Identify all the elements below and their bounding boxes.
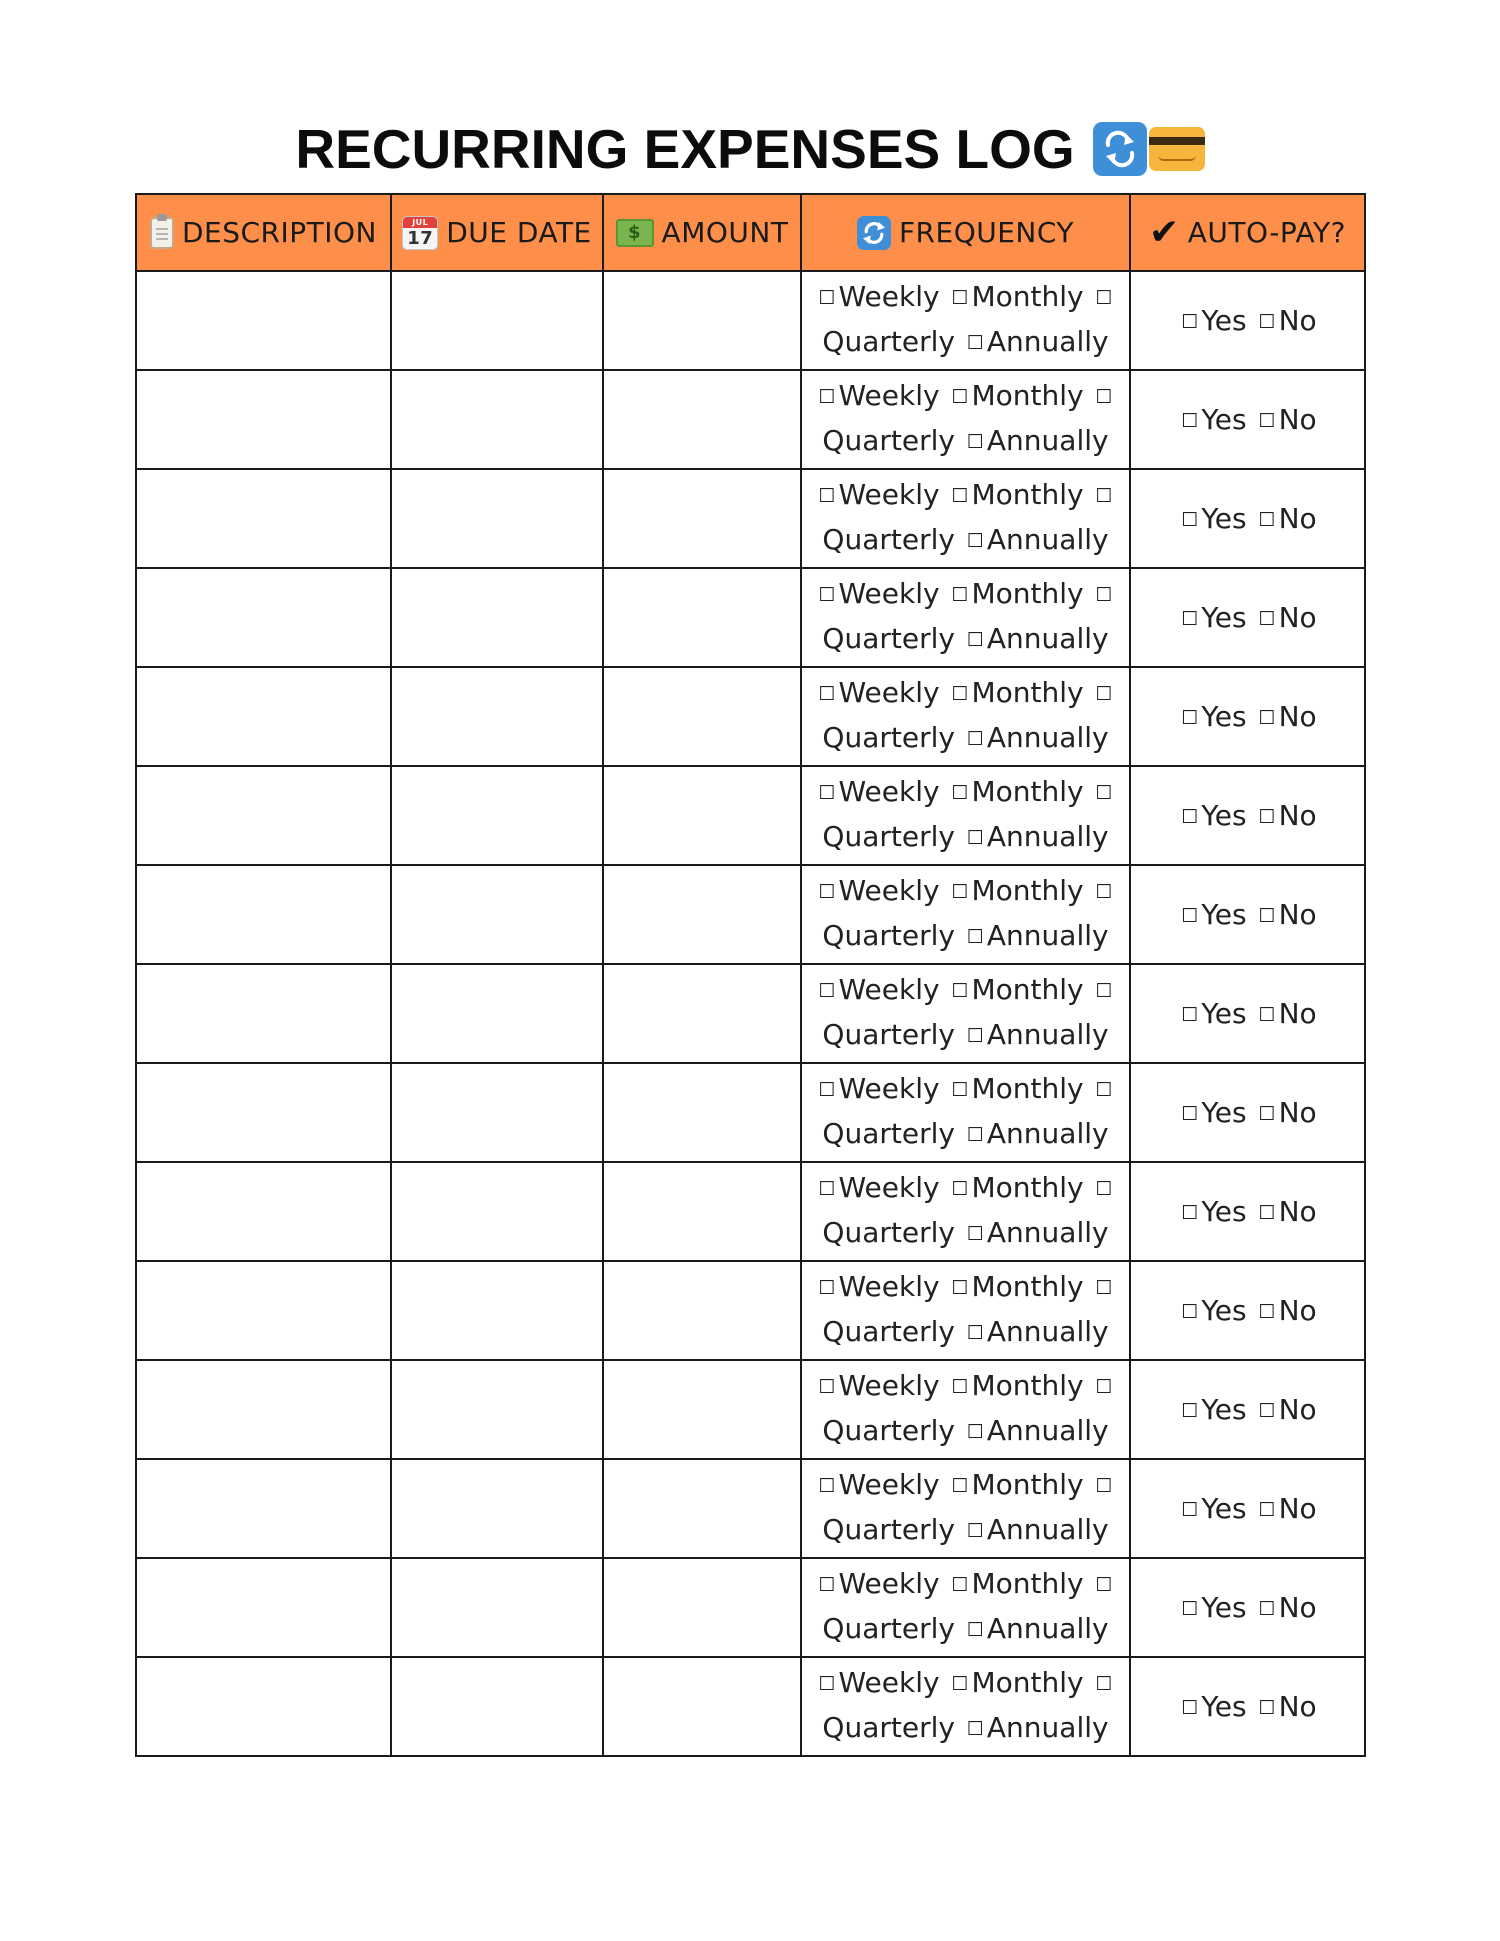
frequency-cell	[801, 964, 1130, 1063]
checkbox-annually[interactable]: ☐	[966, 1222, 984, 1245]
option-label: No	[1278, 1393, 1317, 1426]
checkbox-annually[interactable]: ☐	[966, 1519, 984, 1542]
column-header-description	[136, 194, 391, 271]
option-label: Quarterly	[822, 918, 955, 952]
due-date-cell[interactable]	[391, 667, 603, 766]
checkbox-annually[interactable]: ☐	[966, 430, 984, 453]
option-label: Yes	[1201, 1096, 1247, 1129]
option-label: Annually	[986, 1215, 1109, 1249]
expenses-table	[135, 193, 1366, 1757]
frequency-cell	[801, 370, 1130, 469]
page-title	[0, 112, 1500, 186]
checkbox-weekly[interactable]: ☐	[818, 1672, 836, 1695]
option-label: Yes	[1201, 1393, 1247, 1426]
amount-cell[interactable]	[603, 469, 801, 568]
description-cell[interactable]	[136, 1063, 391, 1162]
option-label: Annually	[986, 423, 1109, 457]
checkbox-weekly[interactable]: ☐	[818, 880, 836, 903]
option-label: Weekly	[838, 1071, 940, 1105]
amount-cell[interactable]	[603, 1558, 801, 1657]
auto-pay-cell	[1130, 1063, 1365, 1162]
checkbox-yes[interactable]: ☐	[1181, 806, 1199, 828]
column-label: AUTO-PAY?	[1187, 216, 1346, 249]
checkbox-quarterly[interactable]: ☐	[1095, 286, 1113, 309]
checkbox-weekly[interactable]: ☐	[818, 1177, 836, 1200]
checkbox-yes[interactable]: ☐	[1181, 905, 1199, 927]
option-label: Yes	[1201, 700, 1247, 733]
option-label: Monthly	[971, 576, 1084, 610]
checkbox-no[interactable]: ☐	[1258, 1103, 1276, 1125]
option-label: Monthly	[971, 1467, 1084, 1501]
page-title-text: RECURRING EXPENSES LOG	[295, 117, 1075, 180]
auto-pay-cell	[1130, 1261, 1365, 1360]
option-label: No	[1278, 1591, 1317, 1624]
amount-cell[interactable]	[603, 1162, 801, 1261]
auto-pay-cell	[1130, 1657, 1365, 1756]
calendar-icon-day: 17	[407, 227, 434, 249]
due-date-cell[interactable]	[391, 1261, 603, 1360]
checkbox-yes[interactable]: ☐	[1181, 1598, 1199, 1620]
option-label: Annually	[986, 324, 1109, 358]
option-label: Annually	[986, 1611, 1109, 1645]
checkbox-yes[interactable]: ☐	[1181, 707, 1199, 729]
option-label: Yes	[1201, 997, 1247, 1030]
option-label: Annually	[986, 1413, 1109, 1447]
option-label: Annually	[986, 522, 1109, 556]
option-label: No	[1278, 898, 1317, 931]
checkbox-monthly[interactable]: ☐	[951, 1078, 969, 1101]
header-row	[136, 194, 1365, 271]
option-label: No	[1278, 1492, 1317, 1525]
option-label: Quarterly	[822, 1413, 955, 1447]
table-row	[136, 1558, 1365, 1657]
checkbox-no[interactable]: ☐	[1258, 1697, 1276, 1719]
option-label: Monthly	[971, 774, 1084, 808]
option-label: Annually	[986, 720, 1109, 754]
frequency-cell	[801, 1657, 1130, 1756]
checkbox-monthly[interactable]: ☐	[951, 286, 969, 309]
auto-pay-cell	[1130, 964, 1365, 1063]
checkbox-weekly[interactable]: ☐	[818, 286, 836, 309]
checkbox-no[interactable]: ☐	[1258, 1499, 1276, 1521]
table-row	[136, 1063, 1365, 1162]
option-label: Yes	[1201, 403, 1247, 436]
description-cell[interactable]	[136, 865, 391, 964]
frequency-cell	[801, 1261, 1130, 1360]
credit-card-icon	[1149, 127, 1205, 171]
auto-pay-cell	[1130, 1459, 1365, 1558]
amount-cell[interactable]	[603, 370, 801, 469]
option-label: No	[1278, 1690, 1317, 1723]
option-label: No	[1278, 502, 1317, 535]
checkbox-annually[interactable]: ☐	[966, 1123, 984, 1146]
checkbox-yes[interactable]: ☐	[1181, 1103, 1199, 1125]
option-label: Weekly	[838, 675, 940, 709]
option-label: Monthly	[971, 1566, 1084, 1600]
checkbox-yes[interactable]: ☐	[1181, 1499, 1199, 1521]
table-row	[136, 1162, 1365, 1261]
option-label: Yes	[1201, 1591, 1247, 1624]
repeat-icon	[1093, 122, 1147, 176]
checkbox-annually[interactable]: ☐	[966, 727, 984, 750]
due-date-cell[interactable]	[391, 1360, 603, 1459]
option-label: Annually	[986, 918, 1109, 952]
checkbox-quarterly[interactable]: ☐	[1095, 979, 1113, 1002]
checkbox-annually[interactable]: ☐	[966, 1420, 984, 1443]
amount-cell[interactable]	[603, 1459, 801, 1558]
due-date-cell[interactable]	[391, 766, 603, 865]
checkbox-no[interactable]: ☐	[1258, 806, 1276, 828]
option-label: Monthly	[971, 972, 1084, 1006]
option-label: Weekly	[838, 378, 940, 412]
checkbox-no[interactable]: ☐	[1258, 707, 1276, 729]
table-row	[136, 964, 1365, 1063]
checkbox-no[interactable]: ☐	[1258, 410, 1276, 432]
checkbox-quarterly[interactable]: ☐	[1095, 1474, 1113, 1497]
checkbox-quarterly[interactable]: ☐	[1095, 1078, 1113, 1101]
option-label: Yes	[1201, 601, 1247, 634]
auto-pay-cell	[1130, 271, 1365, 370]
frequency-cell	[801, 1558, 1130, 1657]
option-label: Weekly	[838, 1566, 940, 1600]
checkbox-weekly[interactable]: ☐	[818, 1078, 836, 1101]
option-label: Quarterly	[822, 621, 955, 655]
option-label: Quarterly	[822, 1116, 955, 1150]
option-label: Quarterly	[822, 423, 955, 457]
option-label: No	[1278, 1195, 1317, 1228]
option-label: Quarterly	[822, 819, 955, 853]
option-label: Yes	[1201, 1492, 1247, 1525]
checkbox-monthly[interactable]: ☐	[951, 682, 969, 705]
description-cell[interactable]	[136, 766, 391, 865]
checkbox-annually[interactable]: ☐	[966, 1024, 984, 1047]
checkbox-weekly[interactable]: ☐	[818, 385, 836, 408]
description-cell[interactable]	[136, 1360, 391, 1459]
checkbox-quarterly[interactable]: ☐	[1095, 484, 1113, 507]
auto-pay-cell	[1130, 766, 1365, 865]
auto-pay-cell	[1130, 568, 1365, 667]
checkbox-annually[interactable]: ☐	[966, 331, 984, 354]
check-icon: ✔	[1149, 211, 1180, 253]
option-label: No	[1278, 997, 1317, 1030]
amount-cell[interactable]	[603, 766, 801, 865]
calendar-icon	[402, 216, 438, 250]
option-label: Weekly	[838, 1170, 940, 1204]
table-row	[136, 271, 1365, 370]
checkbox-annually[interactable]: ☐	[966, 1321, 984, 1344]
column-label: DUE DATE	[446, 216, 592, 249]
due-date-cell[interactable]	[391, 865, 603, 964]
option-label: Annually	[986, 819, 1109, 853]
option-label: Annually	[986, 1017, 1109, 1051]
due-date-cell[interactable]	[391, 370, 603, 469]
frequency-cell	[801, 865, 1130, 964]
option-label: Weekly	[838, 279, 940, 313]
title-icons	[1093, 122, 1205, 176]
option-label: Weekly	[838, 873, 940, 907]
checkbox-annually[interactable]: ☐	[966, 1717, 984, 1740]
amount-cell[interactable]	[603, 964, 801, 1063]
frequency-cell	[801, 469, 1130, 568]
table-row	[136, 1360, 1365, 1459]
description-cell[interactable]	[136, 469, 391, 568]
checkbox-no[interactable]: ☐	[1258, 1598, 1276, 1620]
table-row	[136, 766, 1365, 865]
column-label: AMOUNT	[661, 216, 789, 249]
checkbox-monthly[interactable]: ☐	[951, 1573, 969, 1596]
option-label: Weekly	[838, 1665, 940, 1699]
checkbox-no[interactable]: ☐	[1258, 1202, 1276, 1224]
clipboard-icon	[150, 217, 174, 249]
description-cell[interactable]	[136, 1558, 391, 1657]
option-label: Monthly	[971, 873, 1084, 907]
option-label: Annually	[986, 1512, 1109, 1546]
refresh-icon	[857, 216, 891, 250]
checkbox-monthly[interactable]: ☐	[951, 1672, 969, 1695]
option-label: Yes	[1201, 1690, 1247, 1723]
checkbox-annually[interactable]: ☐	[966, 529, 984, 552]
checkbox-monthly[interactable]: ☐	[951, 1177, 969, 1200]
checkbox-quarterly[interactable]: ☐	[1095, 1276, 1113, 1299]
frequency-cell	[801, 568, 1130, 667]
checkbox-no[interactable]: ☐	[1258, 1004, 1276, 1026]
option-label: Monthly	[971, 477, 1084, 511]
option-label: Monthly	[971, 1071, 1084, 1105]
due-date-cell[interactable]	[391, 469, 603, 568]
table-row	[136, 1657, 1365, 1756]
option-label: Annually	[986, 1314, 1109, 1348]
option-label: Monthly	[971, 1368, 1084, 1402]
option-label: Annually	[986, 1710, 1109, 1744]
money-icon	[616, 219, 654, 247]
option-label: Monthly	[971, 675, 1084, 709]
option-label: Yes	[1201, 502, 1247, 535]
column-header-due-date	[391, 194, 603, 271]
checkbox-annually[interactable]: ☐	[966, 826, 984, 849]
table-header	[136, 194, 1365, 271]
option-label: Yes	[1201, 1195, 1247, 1228]
checkbox-yes[interactable]: ☐	[1181, 410, 1199, 432]
auto-pay-cell	[1130, 1558, 1365, 1657]
auto-pay-cell	[1130, 1162, 1365, 1261]
checkbox-weekly[interactable]: ☐	[818, 484, 836, 507]
option-label: Monthly	[971, 378, 1084, 412]
checkbox-monthly[interactable]: ☐	[951, 583, 969, 606]
frequency-cell	[801, 1459, 1130, 1558]
checkbox-no[interactable]: ☐	[1258, 1400, 1276, 1422]
amount-cell[interactable]	[603, 1063, 801, 1162]
checkbox-yes[interactable]: ☐	[1181, 311, 1199, 333]
amount-cell[interactable]	[603, 568, 801, 667]
checkbox-no[interactable]: ☐	[1258, 1301, 1276, 1323]
checkbox-yes[interactable]: ☐	[1181, 1202, 1199, 1224]
due-date-cell[interactable]	[391, 271, 603, 370]
checkbox-monthly[interactable]: ☐	[951, 979, 969, 1002]
checkbox-weekly[interactable]: ☐	[818, 1375, 836, 1398]
amount-cell[interactable]	[603, 1657, 801, 1756]
auto-pay-cell	[1130, 667, 1365, 766]
description-cell[interactable]	[136, 1657, 391, 1756]
table-row	[136, 370, 1365, 469]
due-date-cell[interactable]	[391, 1459, 603, 1558]
option-label: No	[1278, 304, 1317, 337]
checkbox-monthly[interactable]: ☐	[951, 1474, 969, 1497]
table-row	[136, 865, 1365, 964]
column-header-amount	[603, 194, 801, 271]
checkbox-quarterly[interactable]: ☐	[1095, 781, 1113, 804]
option-label: Quarterly	[822, 1017, 955, 1051]
option-label: Annually	[986, 621, 1109, 655]
auto-pay-cell	[1130, 1360, 1365, 1459]
option-label: No	[1278, 403, 1317, 436]
option-label: Quarterly	[822, 522, 955, 556]
description-cell[interactable]	[136, 271, 391, 370]
checkbox-weekly[interactable]: ☐	[818, 682, 836, 705]
option-label: Quarterly	[822, 324, 955, 358]
option-label: Quarterly	[822, 1710, 955, 1744]
amount-cell[interactable]	[603, 865, 801, 964]
table-row	[136, 568, 1365, 667]
amount-cell[interactable]	[603, 271, 801, 370]
checkbox-quarterly[interactable]: ☐	[1095, 1177, 1113, 1200]
option-label: No	[1278, 1294, 1317, 1327]
option-label: Weekly	[838, 774, 940, 808]
checkbox-no[interactable]: ☐	[1258, 311, 1276, 333]
description-cell[interactable]	[136, 568, 391, 667]
checkbox-quarterly[interactable]: ☐	[1095, 583, 1113, 606]
checkbox-monthly[interactable]: ☐	[951, 484, 969, 507]
option-label: Weekly	[838, 1269, 940, 1303]
checkbox-monthly[interactable]: ☐	[951, 385, 969, 408]
option-label: Weekly	[838, 477, 940, 511]
option-label: Quarterly	[822, 1215, 955, 1249]
option-label: Weekly	[838, 1368, 940, 1402]
column-header-auto-pay	[1130, 194, 1365, 271]
checkbox-monthly[interactable]: ☐	[951, 880, 969, 903]
description-cell[interactable]	[136, 1162, 391, 1261]
checkbox-quarterly[interactable]: ☐	[1095, 1672, 1113, 1695]
amount-cell[interactable]	[603, 1360, 801, 1459]
checkbox-no[interactable]: ☐	[1258, 905, 1276, 927]
table-row	[136, 1459, 1365, 1558]
option-label: Yes	[1201, 799, 1247, 832]
checkbox-annually[interactable]: ☐	[966, 628, 984, 651]
option-label: Monthly	[971, 1170, 1084, 1204]
option-label: Weekly	[838, 1467, 940, 1501]
table-row	[136, 1261, 1365, 1360]
auto-pay-cell	[1130, 370, 1365, 469]
description-cell[interactable]	[136, 1261, 391, 1360]
checkbox-weekly[interactable]: ☐	[818, 1573, 836, 1596]
table-row	[136, 469, 1365, 568]
description-cell[interactable]	[136, 1459, 391, 1558]
checkbox-monthly[interactable]: ☐	[951, 781, 969, 804]
amount-cell[interactable]	[603, 667, 801, 766]
due-date-cell[interactable]	[391, 1558, 603, 1657]
option-label: Quarterly	[822, 1512, 955, 1546]
due-date-cell[interactable]	[391, 1063, 603, 1162]
column-label: DESCRIPTION	[181, 216, 378, 249]
due-date-cell[interactable]	[391, 964, 603, 1063]
option-label: Weekly	[838, 576, 940, 610]
table-body	[136, 271, 1365, 1756]
checkbox-yes[interactable]: ☐	[1181, 608, 1199, 630]
option-label: Yes	[1201, 304, 1247, 337]
checkbox-quarterly[interactable]: ☐	[1095, 1573, 1113, 1596]
checkbox-weekly[interactable]: ☐	[818, 781, 836, 804]
checkbox-weekly[interactable]: ☐	[818, 583, 836, 606]
frequency-cell	[801, 766, 1130, 865]
checkbox-no[interactable]: ☐	[1258, 509, 1276, 531]
option-label: Monthly	[971, 1665, 1084, 1699]
option-label: Quarterly	[822, 720, 955, 754]
option-label: Quarterly	[822, 1611, 955, 1645]
auto-pay-cell	[1130, 865, 1365, 964]
checkbox-quarterly[interactable]: ☐	[1095, 682, 1113, 705]
option-label: Yes	[1201, 898, 1247, 931]
checkbox-yes[interactable]: ☐	[1181, 1004, 1199, 1026]
frequency-cell	[801, 1162, 1130, 1261]
option-label: No	[1278, 1096, 1317, 1129]
checkbox-quarterly[interactable]: ☐	[1095, 1375, 1113, 1398]
checkbox-no[interactable]: ☐	[1258, 608, 1276, 630]
frequency-cell	[801, 1063, 1130, 1162]
frequency-cell	[801, 667, 1130, 766]
checkbox-monthly[interactable]: ☐	[951, 1375, 969, 1398]
option-label: Quarterly	[822, 1314, 955, 1348]
table-row	[136, 667, 1365, 766]
checkbox-quarterly[interactable]: ☐	[1095, 385, 1113, 408]
frequency-cell	[801, 271, 1130, 370]
description-cell[interactable]	[136, 667, 391, 766]
checkbox-yes[interactable]: ☐	[1181, 509, 1199, 531]
checkbox-yes[interactable]: ☐	[1181, 1400, 1199, 1422]
due-date-cell[interactable]	[391, 568, 603, 667]
due-date-cell[interactable]	[391, 1162, 603, 1261]
column-label: FREQUENCY	[898, 216, 1075, 249]
option-label: Yes	[1201, 1294, 1247, 1327]
calendar-icon-month: JUL	[403, 217, 437, 228]
option-label: No	[1278, 799, 1317, 832]
checkbox-annually[interactable]: ☐	[966, 1618, 984, 1641]
checkbox-yes[interactable]: ☐	[1181, 1697, 1199, 1719]
option-label: No	[1278, 700, 1317, 733]
checkbox-weekly[interactable]: ☐	[818, 1474, 836, 1497]
checkbox-annually[interactable]: ☐	[966, 925, 984, 948]
description-cell[interactable]	[136, 964, 391, 1063]
description-cell[interactable]	[136, 370, 391, 469]
auto-pay-cell	[1130, 469, 1365, 568]
option-label: Monthly	[971, 1269, 1084, 1303]
checkbox-weekly[interactable]: ☐	[818, 1276, 836, 1299]
amount-cell[interactable]	[603, 1261, 801, 1360]
column-header-frequency	[801, 194, 1130, 271]
checkbox-quarterly[interactable]: ☐	[1095, 880, 1113, 903]
option-label: No	[1278, 601, 1317, 634]
option-label: Weekly	[838, 972, 940, 1006]
due-date-cell[interactable]	[391, 1657, 603, 1756]
checkbox-weekly[interactable]: ☐	[818, 979, 836, 1002]
checkbox-monthly[interactable]: ☐	[951, 1276, 969, 1299]
option-label: Annually	[986, 1116, 1109, 1150]
checkbox-yes[interactable]: ☐	[1181, 1301, 1199, 1323]
option-label: Monthly	[971, 279, 1084, 313]
frequency-cell	[801, 1360, 1130, 1459]
